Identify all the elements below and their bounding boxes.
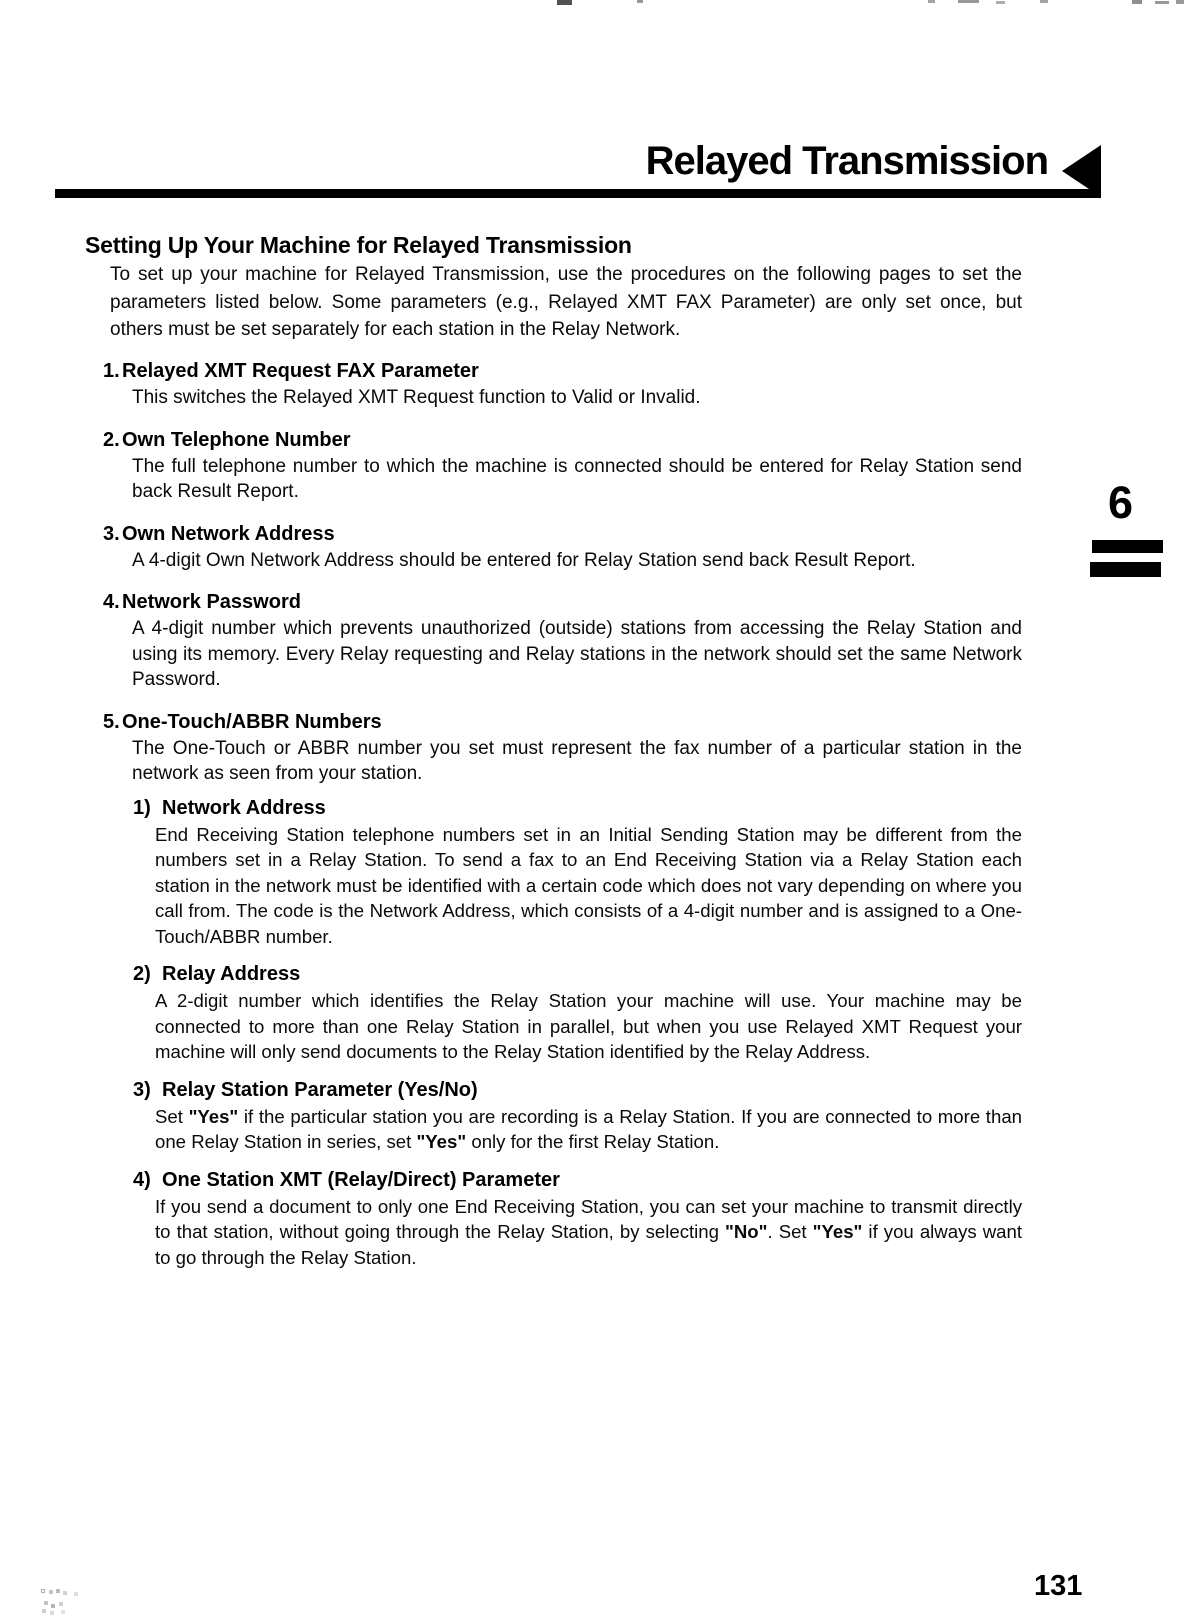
- item-heading: [103, 358, 1022, 385]
- list-item: [103, 358, 1022, 411]
- chapter-tab-bar: [1090, 562, 1161, 577]
- item-number: 5.: [103, 710, 120, 733]
- item-title: Own Network Address: [122, 522, 335, 545]
- page-number: 131: [1034, 1570, 1083, 1602]
- scan-artifact: [557, 0, 572, 5]
- item-title: Relayed XMT Request FAX Parameter: [122, 360, 479, 382]
- sub-item: [133, 795, 1022, 950]
- item-heading: [103, 709, 1022, 736]
- body-text: A 4-digit number which prevents unauthorized (outside) stations from accessing the Relay Station and using its memory. Every Relay requesting and Relay stations in the network should set the same Network Password.: [132, 618, 1022, 690]
- body-text: The One-Touch or ABBR number you set must represent the fax number of a particular station in the network as seen from your station.: [132, 737, 1022, 784]
- item-title: Relay Address: [162, 963, 301, 985]
- item-title: Network Address: [162, 796, 326, 819]
- emphasized-text: "Yes": [416, 1131, 467, 1152]
- item-body: [155, 988, 1022, 1065]
- item-heading: [133, 961, 1022, 988]
- item-body: [132, 454, 1022, 505]
- body-text: End Receiving Station telephone numbers set in an Initial Sending Station may be different from the numbers set in a Relay Station. To send a fax to an End Receiving Station via a Relay Station each station in the network must be identified with a certain code which does not vary depending on where you call from. The code is the Network Address, which consists of a 4-digit number and is assigned to a One-Touch/ABBR number.: [155, 823, 1022, 947]
- item-number: 1.: [103, 360, 120, 382]
- item-heading: [133, 795, 1022, 822]
- item-body: [155, 1194, 1022, 1271]
- body-text: If you send a document to only one End Receiving Station, you can set your machine to transmit directly to that station, without going through the Relay Station, by selecting: [155, 1195, 1022, 1242]
- item-title: One Station XMT (Relay/Direct) Parameter: [162, 1168, 560, 1191]
- item-heading: [103, 427, 1022, 454]
- item-body: [132, 548, 1022, 574]
- item-body: [155, 822, 1022, 950]
- sub-items-list: [133, 795, 1022, 1271]
- item-body: [155, 1104, 1022, 1155]
- body-text: if you always want to go through the Relay Station.: [155, 1221, 1022, 1268]
- list-item: [103, 427, 1022, 505]
- item-title: Relay Station Parameter (Yes/No): [162, 1078, 478, 1101]
- item-number: 3.: [103, 522, 120, 545]
- scan-artifact: [958, 0, 979, 3]
- body-text: Set: [155, 1105, 189, 1127]
- emphasized-text: "Yes": [812, 1221, 863, 1242]
- scan-artifact: [928, 0, 935, 3]
- item-number: 4): [133, 1168, 151, 1191]
- scan-artifact: [1155, 1, 1169, 4]
- scan-artifact: [1040, 0, 1048, 3]
- chapter-tab-bar: [1092, 540, 1163, 553]
- item-number: 2): [133, 963, 151, 985]
- scan-artifact: [637, 0, 643, 3]
- body-text: only for the first Relay Station.: [466, 1131, 720, 1152]
- item-number: 1): [133, 796, 151, 819]
- item-heading: [133, 1077, 1022, 1104]
- item-title: One-Touch/ABBR Numbers: [122, 710, 382, 733]
- emphasized-text: "No": [725, 1221, 768, 1242]
- scan-artifact: [42, 1590, 44, 1592]
- scan-artifact: [1176, 0, 1184, 4]
- item-number: 3): [133, 1078, 151, 1101]
- body-text: A 4-digit Own Network Address should be entered for Relay Station send back Result Report.: [132, 549, 916, 571]
- intro-paragraph: To set up your machine for Relayed Transmission, use the procedures on the following pages to set the parameters listed below. Some parameters (e.g., Relayed XMT FAX Parameter) are only set once, but others must be set separately for each station in the Relay Network.: [110, 264, 1022, 340]
- item-title: Own Telephone Number: [122, 428, 351, 451]
- body-text: A 2-digit number which identifies the Relay Station your machine will use. Your machine may be connected to more than one Relay Station in parallel, but when you use Relayed XMT Request your machine will only send documents to the Relay Station identified by the Relay Address.: [155, 990, 1022, 1062]
- list-item: [103, 521, 1022, 574]
- sub-item: [133, 1077, 1022, 1155]
- body-text: if the particular station you are recording is a Relay Station. If you are connected to more than one Relay Station in series, set: [155, 1105, 1022, 1152]
- item-title: Network Password: [122, 591, 301, 613]
- scan-artifact: [1132, 0, 1142, 4]
- item-body: [132, 385, 1022, 411]
- item-number: 2.: [103, 428, 120, 451]
- item-heading: [103, 521, 1022, 548]
- item-body: [132, 736, 1022, 787]
- header-rule: [55, 189, 1101, 198]
- sub-item: [133, 961, 1022, 1065]
- body-text: . Set: [767, 1221, 813, 1242]
- scan-artifact: [996, 1, 1005, 4]
- list-item: [103, 589, 1022, 693]
- body-text: The full telephone number to which the machine is connected should be entered for Relay Station send back Result Report.: [132, 455, 1022, 502]
- item-body: [132, 616, 1022, 693]
- items-list: [103, 358, 1022, 1286]
- body-text: This switches the Relayed XMT Request function to Valid or Invalid.: [132, 387, 701, 408]
- sub-item: [133, 1167, 1022, 1271]
- item-number: 4.: [103, 591, 120, 613]
- section-title: Setting Up Your Machine for Relayed Transmission: [85, 232, 632, 259]
- page-title: Relayed Transmission: [645, 139, 1048, 183]
- chapter-tab-number: 6: [1108, 477, 1134, 528]
- list-item: [103, 709, 1022, 1271]
- emphasized-text: "Yes": [188, 1105, 239, 1127]
- item-heading: [133, 1167, 1022, 1194]
- item-heading: [103, 589, 1022, 616]
